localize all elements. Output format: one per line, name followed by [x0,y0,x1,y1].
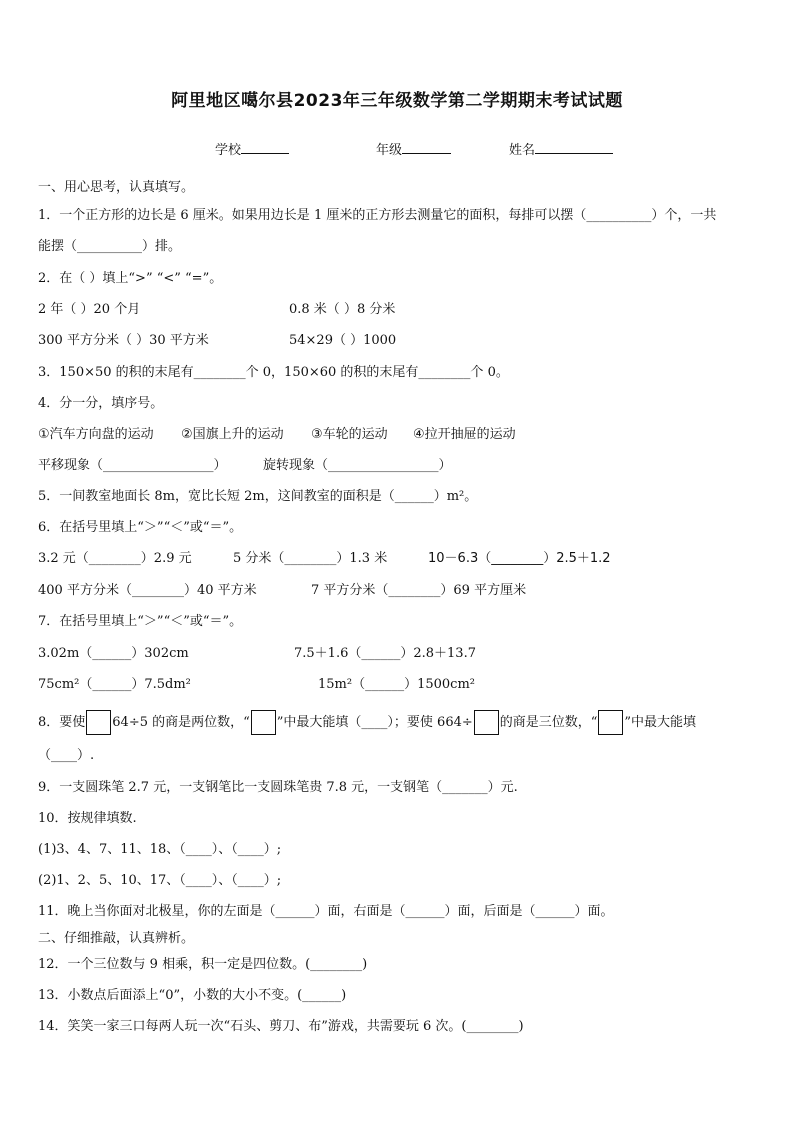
question-7-item-4: 15m²（______）1500cm² [318,677,475,692]
school-blank[interactable] [241,141,289,154]
name-field [509,139,613,158]
question-6-item-3: 10－6.3（________）2.5＋1.2 [428,551,611,566]
question-6-item-4: 400 平方分米（________）40 平方米 [38,583,257,598]
q8-part-3: ”中最大能填（____）；要使 664÷ [276,715,473,730]
question-10-stem: 10．按规律填数. [38,811,137,826]
question-2-stem: 2．在（ ）填上“>” “<” “=”。 [38,271,223,286]
question-7-item-1: 3.02m（______）302cm [38,646,189,661]
q8-part-5: ”中最大能填 [624,715,697,730]
grade-blank[interactable] [402,141,451,154]
question-1-line-1: 1．一个正方形的边长是 6 厘米。如果用边长是 1 厘米的正方形去测量它的面积，每排可以摆（__________）个，一共 [38,208,717,223]
question-5: 5．一间教室地面长 8m，宽比长短 2m，这间教室的面积是（______）m²。 [38,489,478,504]
question-6-item-5: 7 平方分米（________）69 平方厘米 [311,583,527,598]
q8-part-4: 的商是三位数，“ [499,715,598,730]
question-4-rotation: 旋转现象（_________________） [263,458,452,473]
question-8-line-1 [38,710,696,735]
question-4-option-3: ③车轮的运动 [311,427,388,442]
answer-box-4[interactable] [598,710,623,735]
question-2-item-3: 300 平方分米（ ）30 平方米 [38,333,209,348]
question-9: 9．一支圆珠笔 2.7 元，一支钢笔比一支圆珠笔贵 7.8 元，一支钢笔（_______）元. [38,780,518,795]
question-4-option-1: ①汽车方向盘的运动 [38,427,154,442]
grade-label: 年级 [376,143,403,158]
name-blank[interactable] [535,141,613,154]
exam-title: 阿里地区噶尔县2023年三年级数学第二学期期末考试试题 [171,91,623,111]
grade-field [376,139,451,158]
question-11: 11．晚上当你面对北极星，你的左面是（______）面，右面是（______）面，后面是（______）面。 [38,904,614,919]
answer-box-3[interactable] [474,710,499,735]
question-6-item-2: 5 分米（________）1.3 米 [233,551,388,566]
question-4-stem: 4．分一分，填序号。 [38,396,164,411]
question-7-stem: 7．在括号里填上“＞”“＜”或“＝”。 [38,614,243,629]
section-1-heading: 一、用心思考，认真填写。 [38,180,195,195]
question-10-sub-2: (2)1、2、5、10、17、（____）、（____）; [38,873,282,888]
question-6-item-1: 3.2 元（________）2.9 元 [38,551,192,566]
question-6-stem: 6．在括号里填上“＞”“＜”或“＝”。 [38,520,243,535]
q8-part-1: 8．要使 [38,715,86,730]
school-label: 学校 [215,143,242,158]
answer-box-2[interactable] [251,710,276,735]
question-7-item-3: 75cm²（______）7.5dm² [38,677,191,692]
question-2-item-2: 0.8 米（ ）8 分米 [289,302,396,317]
school-field [215,139,289,158]
question-8-line-2: （____）. [38,748,95,763]
q8-part-2: 64÷5 的商是两位数，“ [112,715,250,730]
question-14: 14．笑笑一家三口每两人玩一次“石头、剪刀、布”游戏，共需要玩 6 次。(________) [38,1019,524,1034]
question-4-option-4: ④拉开抽屉的运动 [413,427,516,442]
question-4-translation: 平移现象（_________________） [38,458,227,473]
question-1-line-2: 能摆（__________）排。 [38,239,182,254]
question-4-option-2: ②国旗上升的运动 [181,427,284,442]
question-10-sub-1: (1)3、4、7、11、18、（____）、（____）; [38,842,282,857]
question-7-item-2: 7.5＋1.6（______）2.8＋13.7 [294,646,476,661]
question-12: 12．一个三位数与 9 相乘，积一定是四位数。(________) [38,957,368,972]
question-13: 13．小数点后面添上“0”，小数的大小不变。(______) [38,988,347,1003]
section-2-heading: 二、仔细推敲，认真辨析。 [38,931,195,946]
question-2-item-1: 2 年（ ）20 个月 [38,302,141,317]
question-2-item-4: 54×29（ ）1000 [289,333,397,348]
question-3: 3．150×50 的积的末尾有________个 0，150×60 的积的末尾有________个 0。 [38,365,509,380]
name-label: 姓名 [509,143,536,158]
answer-box-1[interactable] [86,710,111,735]
